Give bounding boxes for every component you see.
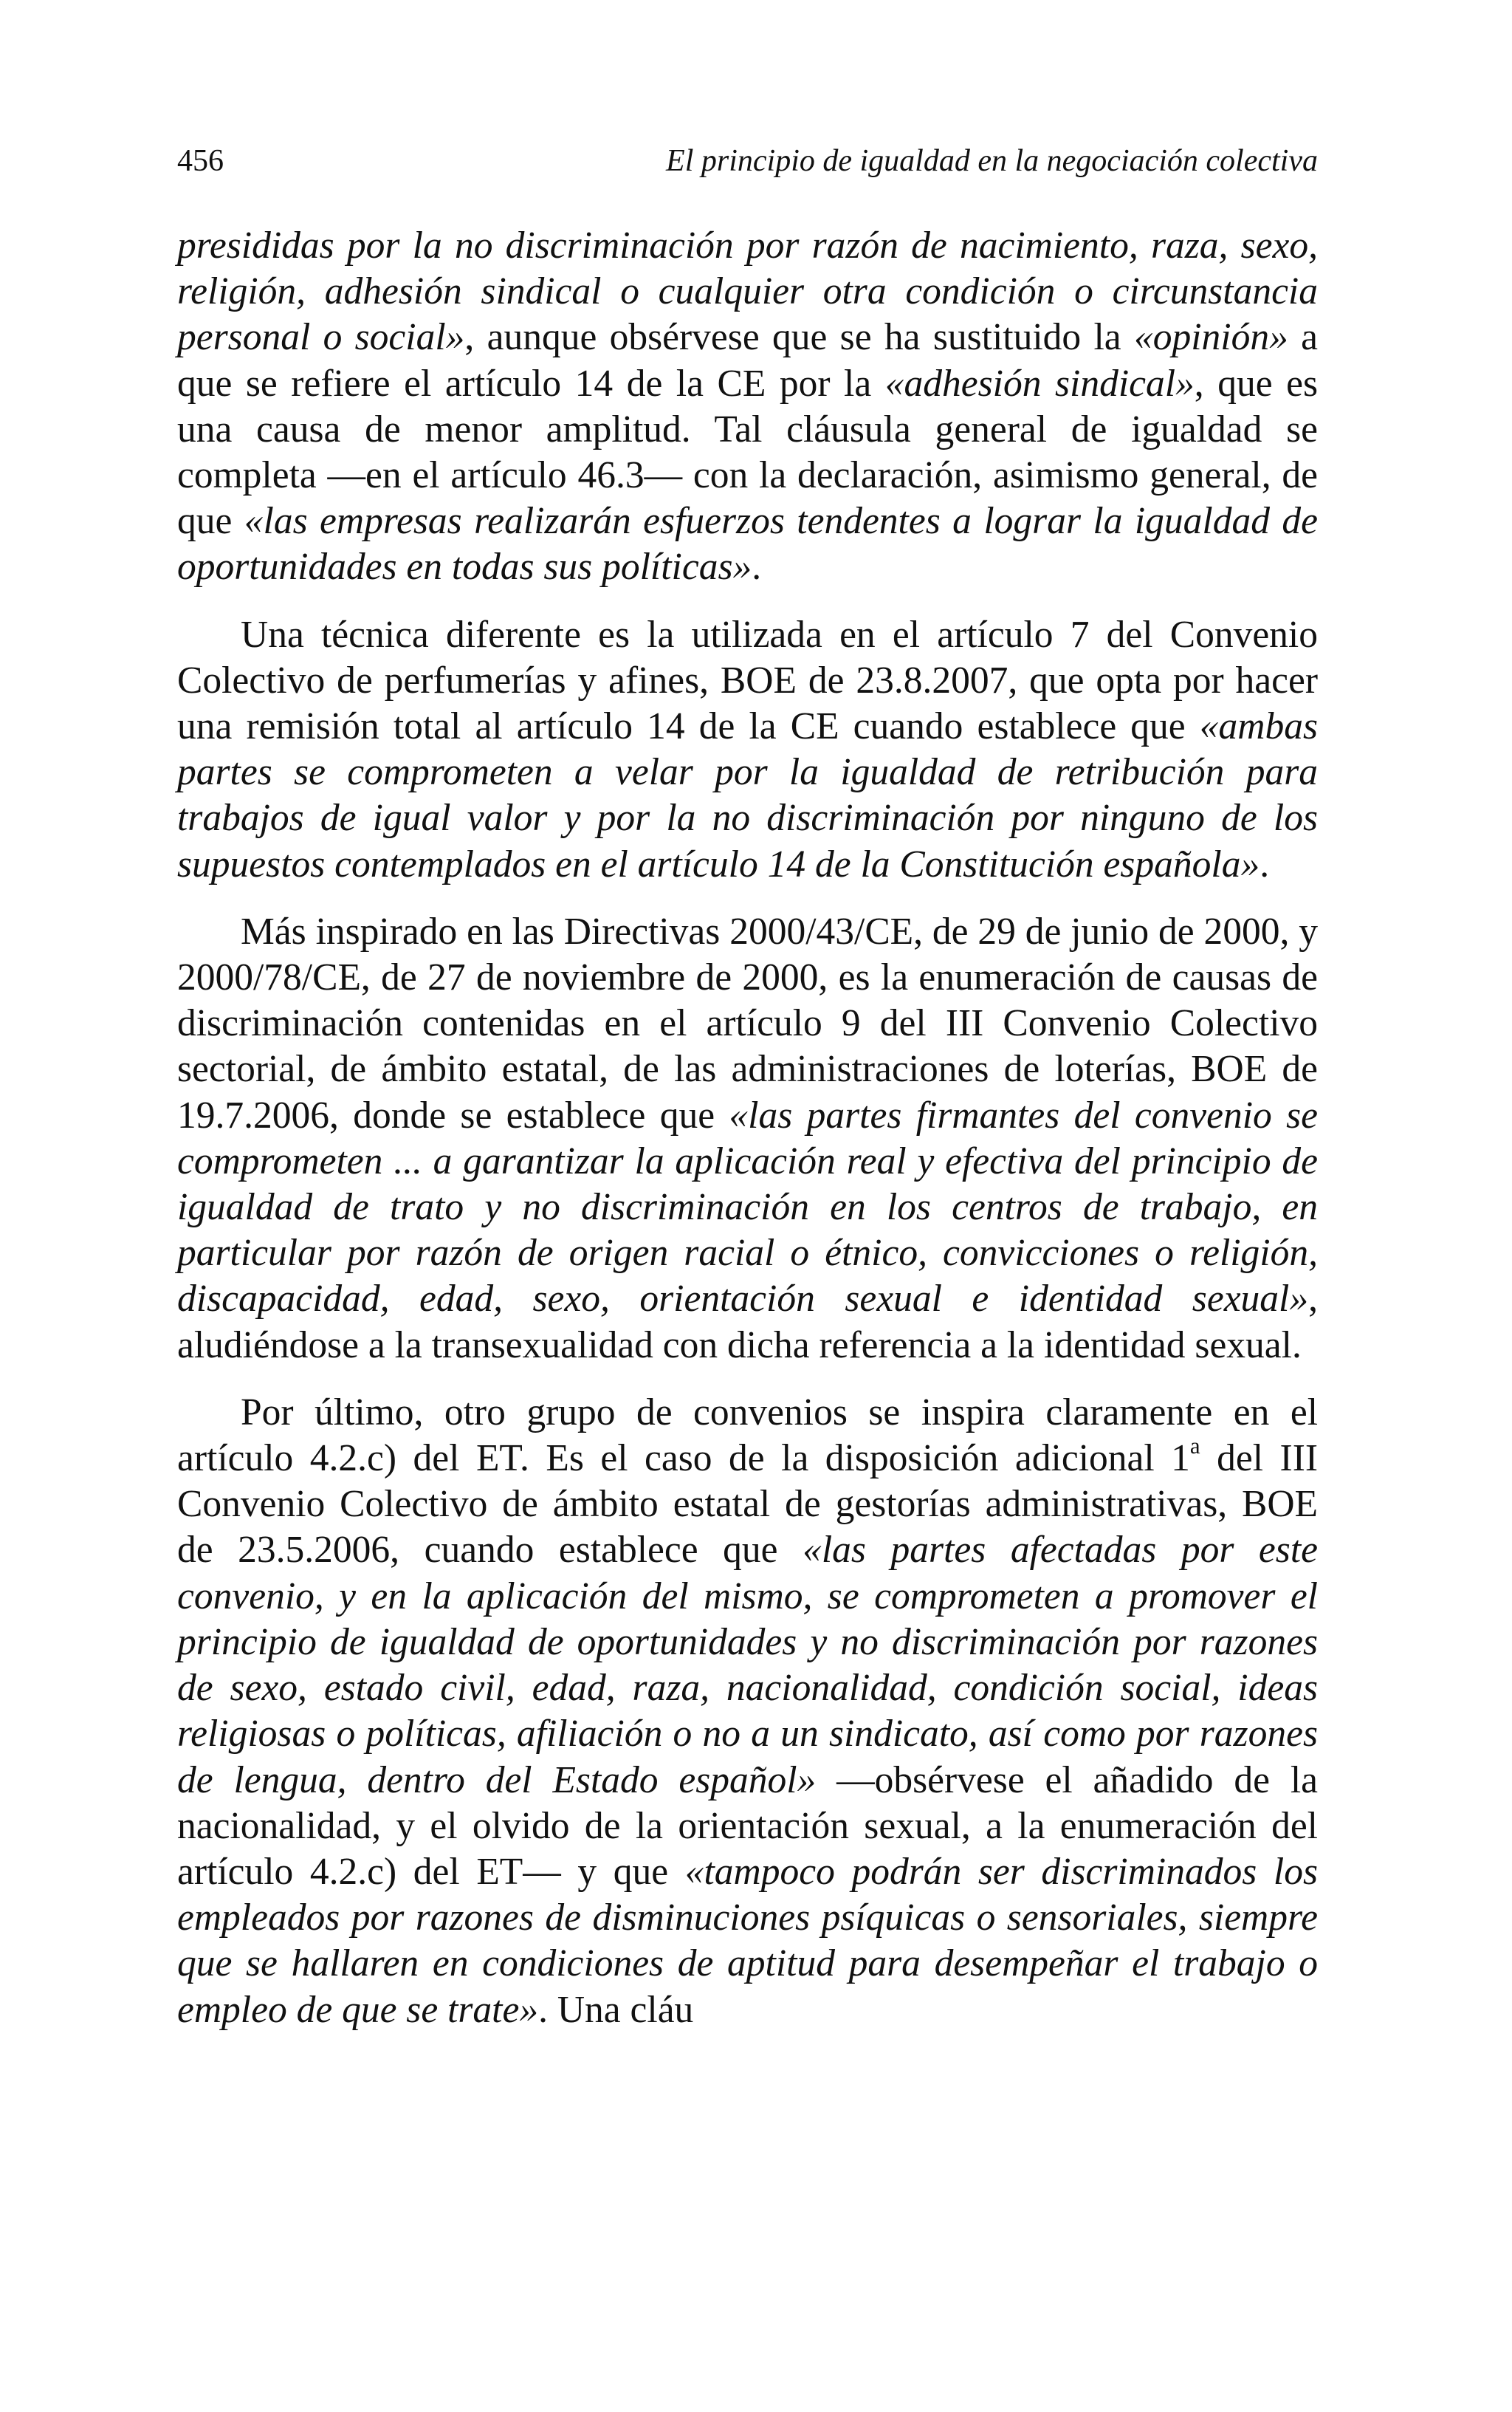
running-title: El principio de igualdad en la negociación colectiva [666,144,1318,178]
quoted-text: «las partes afectadas por este convenio, y en la aplicación del mismo, se comprometen a promover el principio de igualdad de oportunidades y no discriminación por razones de sexo, estado civil, edad, raza, nacionalidad, condición social, ideas religiosas o políticas, afiliación o no a un sindicato, así como por razones de lengua, dentro del Estado español» [177,1529,1318,1801]
paragraph [177,909,1318,1368]
paragraph [177,1390,1318,2033]
body-text-segment: . [752,546,762,589]
quoted-text: «las empresas realizarán esfuerzos tendentes a lograr la igualdad de oportunidades en todas sus políticas» [177,500,1319,589]
body-text-segment: del III Convenio Colectivo de ámbito estatal de gestorías administrativas, BOE de 23.5.2006, cuando establece que [177,1437,1318,1572]
superscript-ordinal: a [1189,1432,1200,1459]
body-text-segment: Por último, otro grupo de convenios se inspira claramente en el artículo 4.2.c) del ET. Es el caso de la disposición adicional 1 [177,1391,1318,1480]
page-number: 456 [177,144,224,178]
body-text-segment: . Una cláu [538,1988,694,2031]
body-text-segment: —obsérvese el añadido de la nacionalidad, y el olvido de la orientación sexual, a la enumeración del artículo 4.2.c) del ET— y que [177,1758,1318,1893]
body-text-segment: , aludiéndose a la transexualidad con dicha referencia a la identidad sexual. [177,1278,1318,1366]
body-text-segment: Más inspirado en las Directivas 2000/43/CE, de 29 de junio de 2000, y 2000/78/CE, de 27 de noviembre de 2000, es la enumeración de causas de discriminación contenidas en el artículo 9 del III Convenio Colectivo sectorial, de ámbito estatal, de las administraciones de loterías, BOE de 19.7.2006, donde se establece que [177,910,1318,1137]
quoted-text: «opinión» [1133,316,1288,359]
paragraph [177,612,1318,888]
body-text [177,223,1318,2055]
quoted-text: «ambas partes se comprometen a velar por la igualdad de retribución para trabajos de igual valor y por la no discriminación por ninguno de los supuestos contemplados en el artículo 14 de la Constitución española» [177,705,1318,885]
body-text-segment: . [1260,843,1270,885]
body-text-segment: a que se refiere el artículo 14 de la CE por la [177,316,1319,405]
paragraph [177,223,1318,591]
body-text-segment: , aunque obsérvese que se ha sustituido la [464,316,1134,359]
body-text-segment: , que es una causa de menor amplitud. Tal cláusula general de igualdad se completa —en el artículo 46.3— con la declaración, asimismo general, de que [177,362,1318,543]
quoted-text: presididas por la no discriminación por razón de nacimiento, raza, sexo, religión, adhesión sindical o cualquier otra condición o circunstancia personal o social» [177,225,1318,359]
quoted-text: «tampoco podrán ser discriminados los empleados por razones de disminuciones psíquicas o sensoriales, siempre que se hallaren en condiciones de aptitud para desempeñar el trabajo o empleo de que se trate» [177,1850,1318,2031]
quoted-text: «las partes firmantes del convenio se comprometen ... a garantizar la aplicación real y efectiva del principio de igualdad de trato y no discriminación en los centros de trabajo, en particular por razón de origen racial o étnico, convicciones o religión, discapacidad, edad, sexo, orientación sexual e identidad sexual» [177,1094,1318,1320]
page-header [177,139,1318,183]
quoted-text: «adhesión sindical» [884,362,1195,405]
body-text-segment: Una técnica diferente es la utilizada en el artículo 7 del Convenio Colectivo de perfumerías y afines, BOE de 23.8.2007, que opta por hacer una remisión total al artículo 14 de la CE cuando establece que [177,613,1318,748]
